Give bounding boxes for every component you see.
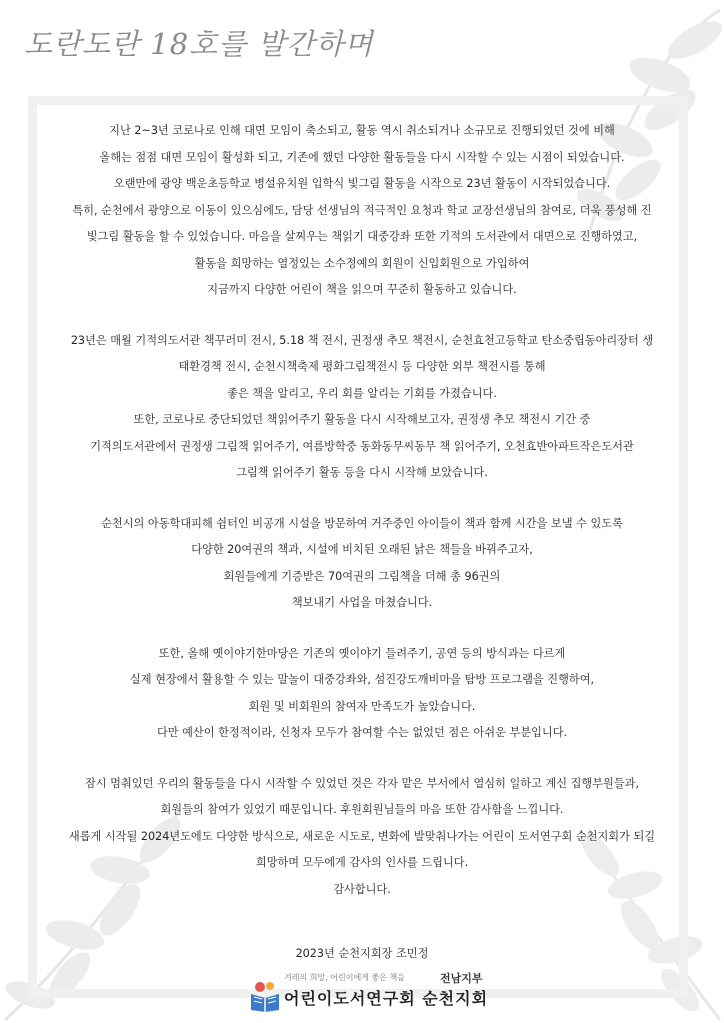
body-line: 활동을 희망하는 열정있는 소수정예의 회원이 신입회원으로 가입하여 bbox=[194, 256, 530, 270]
book-logo-icon bbox=[248, 980, 282, 1012]
body-line: 회원 및 비회원의 참여자 만족도가 높았습니다. bbox=[248, 699, 476, 713]
body-line: 회원들의 참여가 있었기 때문입니다. 후원회원님들의 마음 또한 감사함을 느낍니다. bbox=[160, 803, 564, 816]
organization-name: 어린이도서연구회 순천지회 bbox=[284, 989, 489, 1008]
body-line: 좋은 책을 알리고, 우리 회를 알리는 기회를 가졌습니다. bbox=[227, 386, 497, 400]
body-line: 감사합니다. bbox=[333, 882, 391, 896]
body-line: 빛그림 활동을 할 수 있었습니다. 마음을 살찌우는 책읽기 대중강좌 또한 기적의 도서관에서 대면으로 진행하였고, bbox=[86, 230, 638, 243]
body-line: 또한, 코로나로 중단되었던 책읽어주기 활동을 다시 시작해보고자, 권정생 추모 책전시 기간 중 bbox=[133, 413, 591, 426]
body-line: 실제 현장에서 활용할 수 있는 말놀이 대중강좌와, 섬진강도깨비마을 탐방 프로그램을 진행하여, bbox=[129, 673, 595, 686]
body-line: 23년은 매월 기적의도서관 책꾸러미 전시, 5.18 책 전시, 권정생 추모 책전시, 순천효천고등학교 탄소중립동아리장터 생 bbox=[70, 333, 654, 347]
body-line: 다만 예산이 한정적이라, 신청자 모두가 참여할 수는 없었던 점은 아쉬운 부분입니다. bbox=[156, 726, 568, 739]
region-badge: 전남지부 bbox=[440, 972, 483, 985]
footer-tagline: 겨레의 희망, 어린이에게 좋은 책을 bbox=[284, 973, 405, 982]
body-line: 오랜만에 광양 백운초등학교 병설유치원 입학식 빛그림 활동을 시작으로 23년 활동이 시작되었습니다. bbox=[113, 177, 611, 190]
body-line: 특히, 순천에서 광양으로 이동이 있으심에도, 담당 선생님의 적극적인 요청과 학교 교장선생님의 참여로, 더욱 풍성해 진 bbox=[72, 203, 652, 217]
footer-logo bbox=[244, 972, 504, 1016]
body-line: 희망하며 모두에게 감사의 인사를 드립니다. bbox=[255, 856, 469, 869]
body-line: 그림책 읽어주기 활동 등을 다시 시작해 보았습니다. bbox=[236, 466, 488, 479]
body-line: 다양한 20여권의 책과, 시설에 비치된 오래된 낡은 책들을 바꿔주고자, bbox=[191, 543, 533, 556]
body-line: 회원들에게 기증받은 70여권의 그림책을 더해 총 96권의 bbox=[223, 569, 501, 583]
body-line: 순천시의 아동학대피해 쉼터인 비공개 시설을 방문하여 거주중인 아이들이 책과 함께 시간을 보낼 수 있도록 bbox=[101, 516, 623, 530]
signature: 2023년 순천지회장 조민정 bbox=[295, 947, 429, 960]
body-line: 기적의도서관에서 권정생 그림책 읽어주기, 여름방학중 동화동무씨동무 책 읽어주기, 오천효반아파트작은도서관 bbox=[90, 439, 634, 453]
page-title: 도란도란 18호를 발간하며 bbox=[24, 27, 374, 61]
body-line: 지난 2~3년 코로나로 인해 대면 모임이 축소되고, 활동 역시 취소되거나 소규모로 진행되었던 것에 비해 bbox=[109, 124, 615, 137]
body-line: 올해는 점점 대면 모임이 활성화 되고, 기존에 했던 다양한 활동들을 다시 시작할 수 있는 시점이 되었습니다. bbox=[99, 150, 625, 164]
body-line: 또한, 올해 옛이야기한마당은 기존의 옛이야기 들려주기, 공연 등의 방식과는 다르게 bbox=[158, 646, 566, 660]
letter-body bbox=[36, 118, 688, 968]
body-line: 태환경책 전시, 순천시책축제 평화그림책전시 등 다양한 외부 책전시를 통해 bbox=[178, 360, 546, 373]
body-line: 새롭게 시작될 2024년도에도 다양한 방식으로, 새로운 시도로, 변화에 발맞춰나가는 어린이 도서연구회 순천지회가 되길 bbox=[68, 829, 656, 843]
body-line: 지금까지 다양한 어린이 책을 읽으며 꾸준히 활동하고 있습니다. bbox=[207, 283, 517, 296]
body-line: 책보내기 사업을 마쳤습니다. bbox=[291, 596, 433, 609]
body-line: 잠시 멈춰있던 우리의 활동들을 다시 시작할 수 있었던 것은 각자 맡은 부서에서 열심히 일하고 계신 집행부원들과, bbox=[84, 776, 640, 790]
